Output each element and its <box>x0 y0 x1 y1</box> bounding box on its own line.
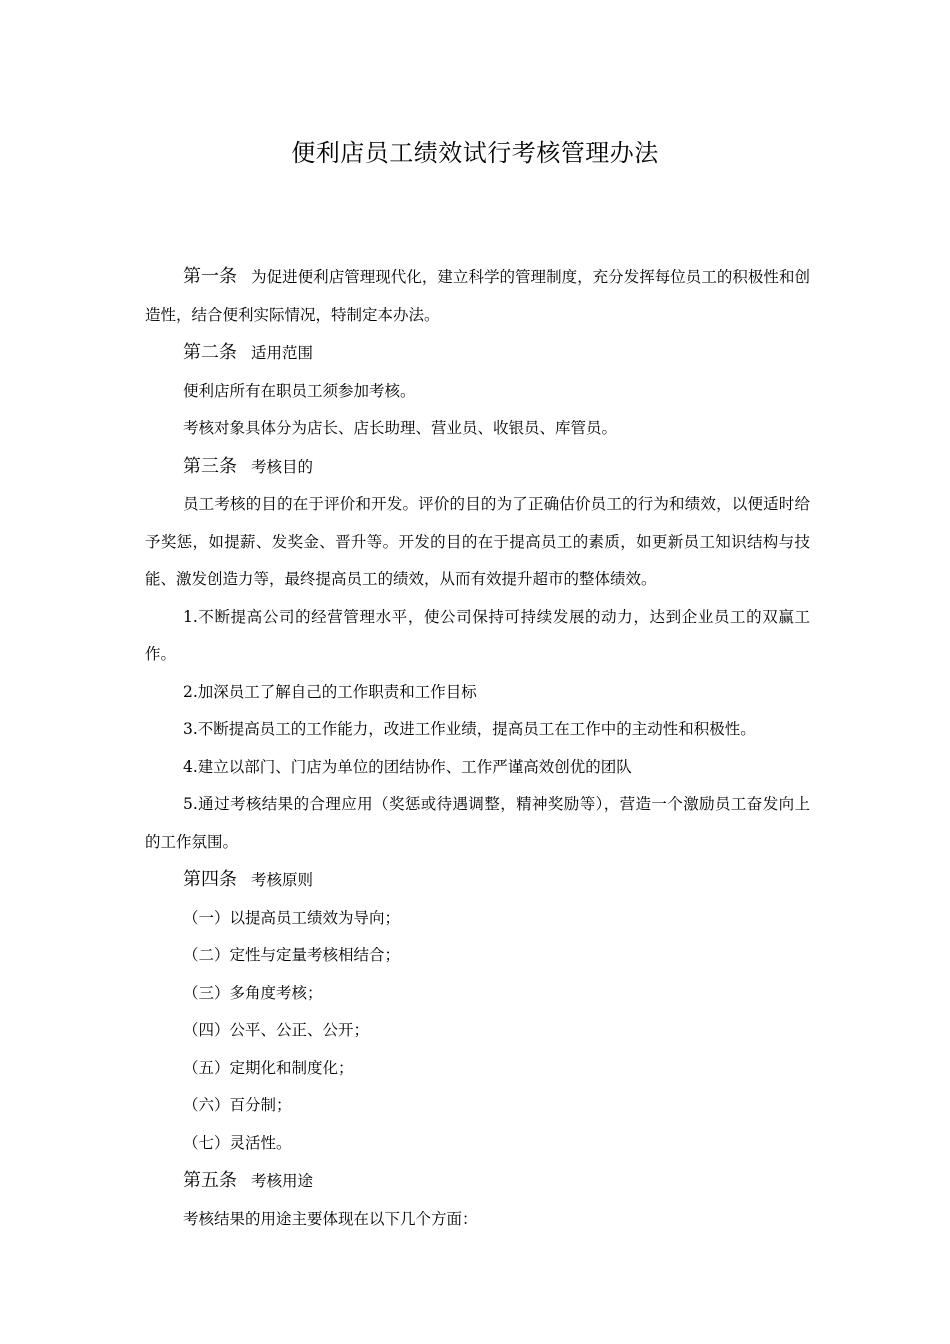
list-item: 4.建立以部门、门店为单位的团结协作、工作严谨高效创优的团队 <box>183 757 632 776</box>
article-number: 第二条 <box>183 342 237 363</box>
paragraph: 考核对象具体分为店长、店长助理、营业员、收银员、库管员。 <box>183 419 618 437</box>
paragraph: 便利店所有在职员工须参加考核。 <box>183 381 416 400</box>
list-item: （四）公平、公正、公开； <box>183 1021 370 1039</box>
article-topic: 考核用途 <box>251 1172 314 1190</box>
article-1-paragraph <box>145 258 810 334</box>
document-title: 便利店员工绩效试行考核管理办法 <box>291 139 659 167</box>
article-number: 第三条 <box>183 455 237 477</box>
list-item: （六）百分制； <box>183 1096 292 1114</box>
list-item: （三）多角度考核； <box>183 983 323 1002</box>
article-number: 第五条 <box>183 1170 237 1191</box>
list-item: （五）定期化和制度化； <box>183 1058 354 1077</box>
article-topic: 适用范围 <box>251 344 314 362</box>
article-3-heading <box>145 448 810 487</box>
list-item: 5.通过考核结果的合理应用（奖惩或待遇调整，精神奖励等），营造一个激励员工奋发向上的工作氛围。 <box>145 795 810 851</box>
paragraph: 考核结果的用途主要体现在以下几个方面： <box>183 1209 478 1228</box>
article-5-heading <box>145 1162 810 1201</box>
list-item: （七）灵活性。 <box>183 1133 292 1152</box>
article-number: 第一条 <box>183 266 238 287</box>
list-item: 1.不断提高公司的经营管理水平，使公司保持可持续发展的动力，达到企业员工的双赢工作。 <box>145 607 810 663</box>
article-text: 为促进便利店管理现代化，建立科学的管理制度，充分发挥每位员工的积极性和创造性，结合便利实际情况，特制定本办法。 <box>145 268 810 324</box>
paragraph: 员工考核的目的在于评价和开发。评价的目的为了正确估价员工的行为和绩效，以便适时给予奖惩，如提薪、发奖金、晋升等。开发的目的在于提高员工的素质，如更新员工知识结构与技能、激发创造力等，最终提高员工的绩效，从而有效提升超市的整体绩效。 <box>145 495 810 588</box>
document-body <box>145 258 810 1238</box>
article-topic: 考核目的 <box>251 457 314 476</box>
article-number: 第四条 <box>183 869 237 890</box>
article-topic: 考核原则 <box>251 871 314 889</box>
list-item: （二）定性与定量考核相结合； <box>183 946 401 964</box>
article-4-heading <box>145 861 810 900</box>
list-item: 2.加深员工了解自己的工作职责和工作目标 <box>183 682 477 701</box>
article-2-heading <box>145 334 810 373</box>
list-item: 3.不断提高员工的工作能力，改进工作业绩，提高员工在工作中的主动性和积极性。 <box>183 720 756 738</box>
list-item: （一）以提高员工绩效为导向； <box>183 908 401 927</box>
